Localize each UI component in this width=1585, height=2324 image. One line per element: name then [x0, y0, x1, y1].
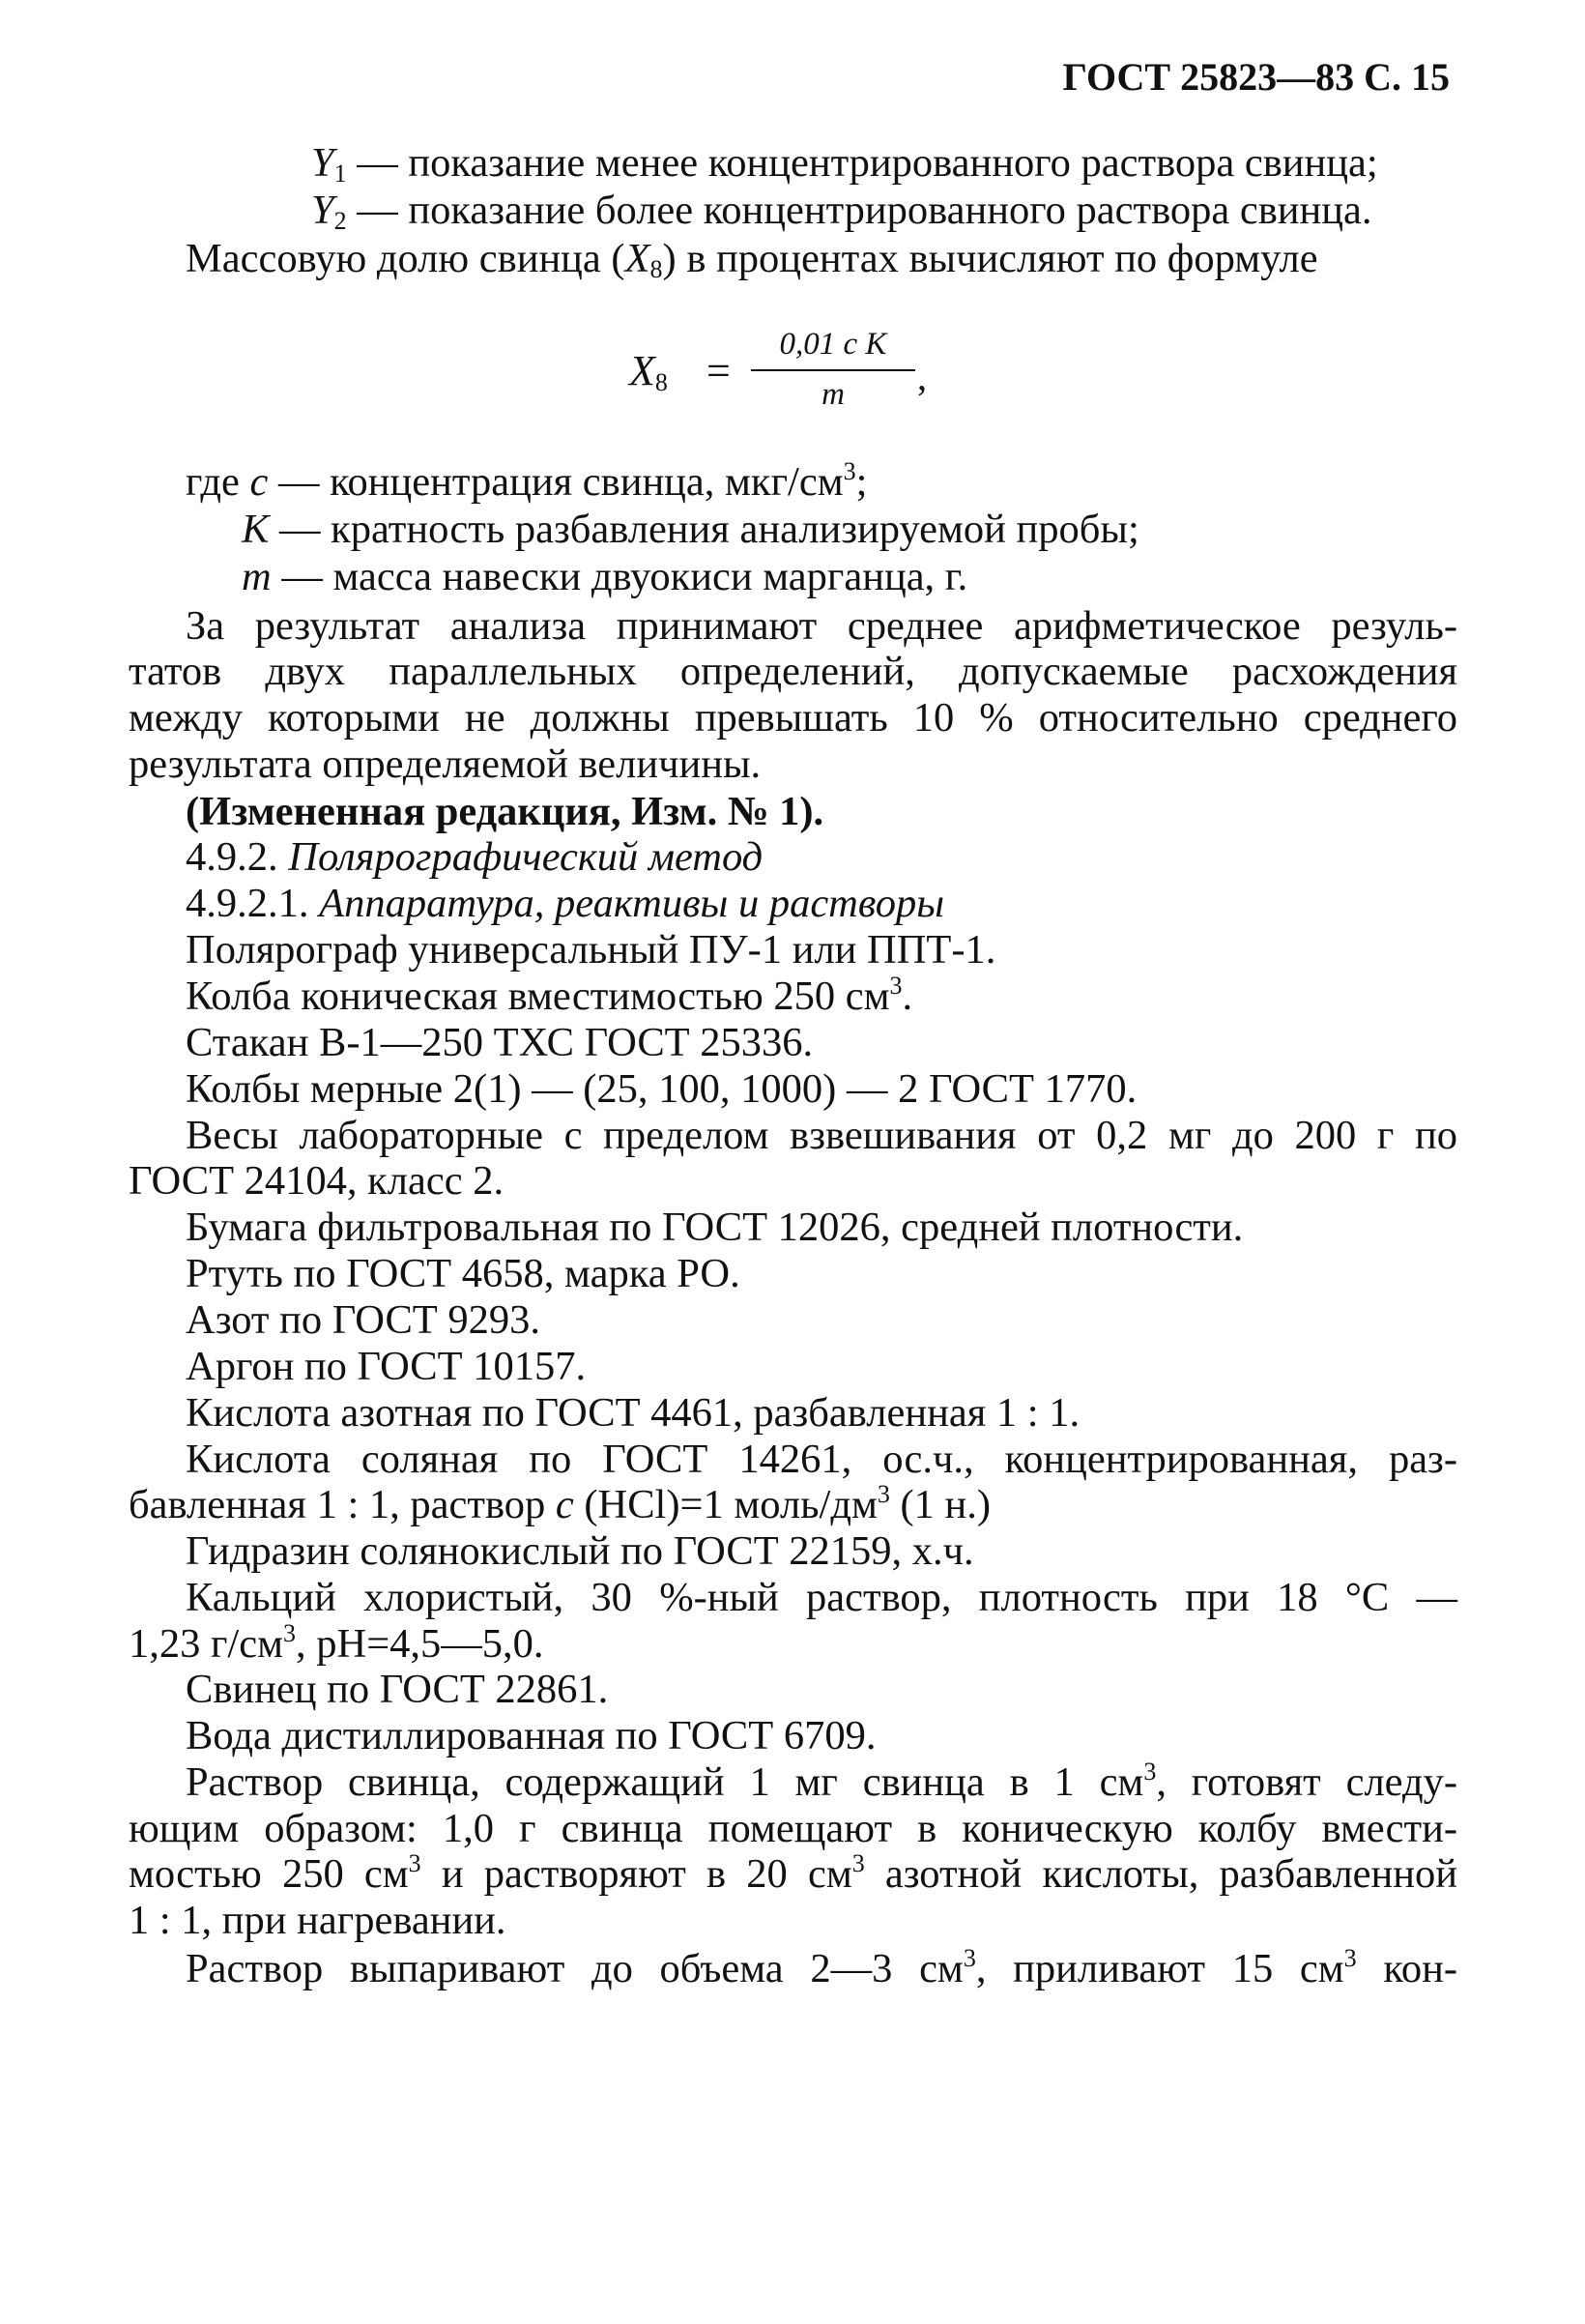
where-k-definition: K — кратность разбавления анализируемой пробы;	[242, 507, 1139, 552]
formula-x8	[629, 327, 958, 423]
list-item: Полярограф универсальный ПУ-1 или ППТ-1.	[186, 927, 996, 973]
list-item: Весы лабораторные с пределом взвешивания от 0,2 мг до 200 г по	[186, 1113, 1457, 1158]
list-item: Свинец по ГОСТ 22861.	[186, 1667, 609, 1712]
edit-note: (Измененная редакция, Изм. № 1).	[186, 789, 824, 834]
formula-denominator: m	[821, 377, 845, 412]
y2-text: — показание более концентрированного раствора свинца.	[346, 188, 1372, 233]
y2-symbol: Y	[311, 188, 334, 233]
list-item: Ртуть по ГОСТ 4658, марка РО.	[186, 1251, 740, 1296]
page-header: ГОСТ 25823—83 С. 15	[1062, 55, 1450, 99]
fraction-bar	[751, 369, 915, 371]
formula-equals: =	[706, 347, 731, 394]
list-item: ГОСТ 24104, класс 2.	[129, 1158, 504, 1204]
list-item: Стакан В-1—250 ТХС ГОСТ 25336.	[186, 1020, 814, 1065]
y2-subscript: 2	[333, 207, 347, 235]
result-para-line: За результат анализа принимают среднее арифметическое резуль-	[186, 603, 1457, 649]
list-item: Кальций хлористый, 30 %-ный раствор, плотность при 18 °С —	[186, 1575, 1457, 1620]
list-item: Кислота соляная по ГОСТ 14261, ос.ч., концентрированная, раз-	[186, 1437, 1457, 1482]
y1-symbol: Y	[311, 140, 334, 186]
list-item: Колба коническая вместимостью 250 $см^3$.	[186, 972, 913, 1019]
list-item: Кислота азотная по ГОСТ 4461, разбавленная 1 : 1.	[186, 1390, 1081, 1436]
formula-comma: ,	[917, 355, 927, 398]
result-para-line: результата определяемой величины.	[129, 741, 762, 787]
y2-definition	[311, 188, 1372, 235]
list-item: Бумага фильтровальная по ГОСТ 12026, средней плотности.	[186, 1205, 1244, 1250]
formula-lhs: $X_8$	[629, 347, 668, 396]
list-item: Азот по ГОСТ 9293.	[186, 1297, 541, 1343]
lead-solution-line: ющим образом: 1,0 г свинца помещают в коническую колбу вмести-	[129, 1806, 1457, 1851]
section-heading: 4.9.2. Полярографический метод	[186, 834, 764, 880]
formula-numerator: 0,01 c K	[779, 327, 887, 362]
result-para-line: между которыми не должны превышать 10 % относительно среднего	[129, 695, 1457, 741]
y1-definition	[311, 140, 1378, 188]
list-item: 1,23 $г/см^3$, pH=4,5—5,0.	[129, 1619, 544, 1667]
subsection-heading: 4.9.2.1. Аппаратура, реактивы и растворы	[186, 881, 945, 926]
mass-fraction-intro: Массовую долю свинца $(X_8)$ в процентах вычисляют по формуле	[186, 236, 1318, 283]
lead-solution-line: мостью 250 $см^3$ и растворяют в 20 $см^3$ азотной кислоты, разбавленной	[129, 1849, 1457, 1897]
y1-subscript: 1	[333, 160, 347, 188]
list-item: Гидразин солянокислый по ГОСТ 22159, х.ч.	[186, 1528, 974, 1574]
list-item: бавленная 1 : 1, раствор c (HCl)=1 моль/$дм^3$ (1 н.)	[129, 1480, 992, 1527]
list-item: Колбы мерные 2(1) — (25, 100, 1000) — 2 ГОСТ 1770.	[186, 1066, 1138, 1112]
evaporate-line: Раствор выпаривают до объема 2—3 $см^3$, приливают 15 $см^3$ кон-	[186, 1944, 1457, 1991]
list-item: Вода дистиллированная по ГОСТ 6709.	[186, 1713, 877, 1758]
result-para-line: татов двух параллельных определений, допускаемые расхождения	[129, 649, 1457, 694]
where-c-definition: где c — концентрация свинца, мкг/$см^3$;	[186, 457, 868, 505]
where-m-definition: m — масса навески двуокиси марганца, г.	[242, 554, 968, 599]
lead-solution-line: 1 : 1, при нагревании.	[129, 1898, 506, 1943]
lead-solution-line: Раствор свинца, содержащий 1 мг свинца в 1 $см^3$, готовят следу-	[186, 1758, 1457, 1805]
y1-text: — показание менее концентрированного раствора свинца;	[346, 140, 1378, 186]
list-item: Аргон по ГОСТ 10157.	[186, 1344, 587, 1389]
